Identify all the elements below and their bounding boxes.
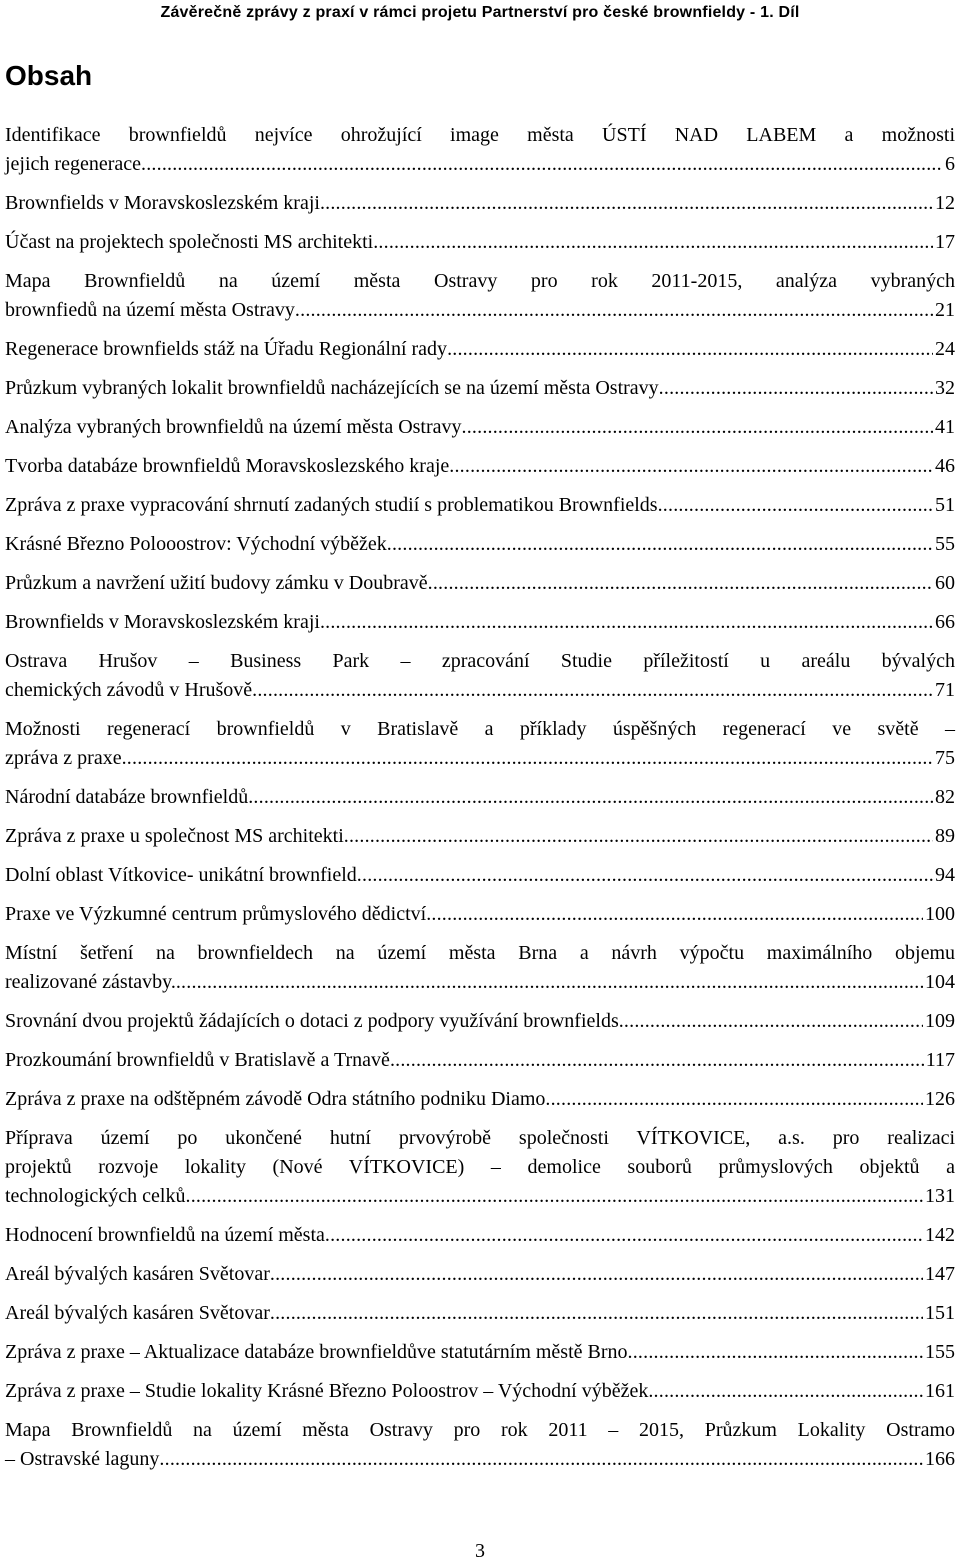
dot-leader [186, 1182, 924, 1211]
dot-leader [252, 676, 933, 705]
dot-leader [141, 150, 943, 179]
toc-entry-title: brownfiedů na území města Ostravy [5, 299, 295, 321]
toc-entry-page: 109 [925, 1010, 955, 1032]
toc-entry-leader-row [5, 1007, 955, 1036]
toc-entry[interactable] [5, 569, 955, 598]
toc-entry-leader-row [5, 1046, 955, 1075]
dot-leader [122, 744, 933, 773]
toc-entry-leader-row [5, 150, 955, 179]
dot-leader [325, 1221, 923, 1250]
toc-entry-title: Průzkum a navržení užití budovy zámku v Doubravě [5, 572, 428, 594]
toc-entry[interactable] [5, 374, 955, 403]
toc-entry-leader-row [5, 1182, 955, 1211]
toc-entry-page: 41 [935, 416, 955, 438]
toc-entry[interactable] [5, 335, 955, 364]
toc-entry[interactable] [5, 1085, 955, 1114]
toc-entry-leader-row [5, 861, 955, 890]
toc-entry-title: Krásné Březno Polooostrov: Východní výběžek [5, 533, 387, 555]
toc-entry-leader-row [5, 1338, 955, 1367]
toc-entry-line: Ostrava Hrušov – Business Park – zpracování Studie příležitostí u areálu bývalých [5, 650, 955, 672]
toc-entry[interactable] [5, 861, 955, 890]
toc-entry-page: 100 [925, 903, 955, 925]
dot-leader [320, 608, 933, 637]
toc-entry-title: Zpráva z praxe u společnost MS architekti [5, 825, 344, 847]
toc-entry-leader-row [5, 452, 955, 481]
toc-entry-page: 155 [925, 1341, 955, 1363]
toc-entry-title: Zpráva z praxe – Studie lokality Krásné Březno Poloostrov – Východní výběžek [5, 1380, 649, 1402]
dot-leader [449, 452, 933, 481]
toc-entry-title: Prozkoumání brownfieldů v Bratislavě a Trnavě [5, 1049, 390, 1071]
dot-leader [428, 569, 933, 598]
toc-entry-page: 82 [935, 786, 955, 808]
toc-entry-page: 104 [925, 971, 955, 993]
toc-entry-leader-row [5, 1299, 955, 1328]
toc-entry-page: 89 [935, 825, 955, 847]
toc-entry-leader-row [5, 676, 955, 705]
toc-entry-page: 46 [935, 455, 955, 477]
toc-entry-page: 161 [925, 1380, 955, 1402]
toc-entry-page: 94 [935, 864, 955, 886]
toc-entry-leader-row [5, 968, 955, 997]
toc-entry-page: 21 [935, 299, 955, 321]
toc-entry-title: Hodnocení brownfieldů na území města [5, 1224, 325, 1246]
toc-entry[interactable] [5, 267, 955, 325]
dot-leader [320, 189, 933, 218]
toc-entry-title: Národní databáze brownfieldů [5, 786, 249, 808]
dot-leader [658, 491, 933, 520]
toc-entry-line: Mapa Brownfieldů na území města Ostravy pro rok 2011 – 2015, Průzkum Lokality Ostramo [5, 1419, 955, 1441]
toc-entry[interactable] [5, 900, 955, 929]
toc-entry-page: 147 [925, 1263, 955, 1285]
toc-entry-leader-row [5, 1260, 955, 1289]
toc-entry-page: 151 [925, 1302, 955, 1324]
toc-entry-title: Brownfields v Moravskoslezském kraji [5, 192, 320, 214]
toc-entry-title: Účast na projektech společnosti MS architekti [5, 231, 374, 253]
dot-leader [648, 1377, 923, 1406]
dot-leader [619, 1007, 923, 1036]
dot-leader [387, 530, 933, 559]
toc-entry-leader-row [5, 374, 955, 403]
dot-leader [176, 968, 923, 997]
toc-entry-title: Zpráva z praxe – Aktualizace databáze brownfieldůve statutárním městě Brno [5, 1341, 628, 1363]
toc-entry[interactable] [5, 783, 955, 812]
dot-leader [270, 1299, 923, 1328]
page-title: Obsah [5, 60, 93, 91]
dot-leader [659, 374, 933, 403]
toc-entry-title: Zpráva z praxe na odštěpném závodě Odra státního podniku Diamo [5, 1088, 546, 1110]
toc-entry-leader-row [5, 413, 955, 442]
dot-leader [295, 296, 933, 325]
table-of-contents [5, 121, 955, 1484]
toc-entry-leader-row [5, 569, 955, 598]
toc-entry[interactable] [5, 530, 955, 559]
toc-entry-leader-row [5, 1221, 955, 1250]
dot-leader [628, 1338, 923, 1367]
toc-entry-title: realizované zástavby. [5, 971, 176, 993]
toc-entry-leader-row [5, 783, 955, 812]
toc-entry-leader-row [5, 1445, 955, 1474]
toc-entry-page: 55 [935, 533, 955, 555]
toc-entry[interactable] [5, 1046, 955, 1075]
toc-entry[interactable] [5, 189, 955, 218]
toc-entry-title: Dolní oblast Vítkovice- unikátní brownfield [5, 864, 357, 886]
toc-entry-page: 24 [935, 338, 955, 360]
toc-entry[interactable] [5, 939, 955, 997]
toc-entry-title: Areál bývalých kasáren Světovar [5, 1263, 270, 1285]
toc-entry-leader-row [5, 228, 955, 257]
toc-entry-title: technologických celků [5, 1185, 186, 1207]
toc-entry-title: zpráva z praxe [5, 747, 122, 769]
toc-entry[interactable] [5, 413, 955, 442]
dot-leader [426, 900, 923, 929]
dot-leader [390, 1046, 924, 1075]
toc-entry-line: Identifikace brownfieldů nejvíce ohrožující image města ÚSTÍ NAD LABEM a možnosti [5, 124, 955, 146]
toc-entry-page: 75 [935, 747, 955, 769]
toc-entry[interactable] [5, 1260, 955, 1289]
toc-entry-page: 117 [925, 1049, 955, 1071]
toc-entry-line: projektů rozvoje lokality (Nové VÍTKOVICE) – demolice souborů průmyslových objektů a [5, 1156, 955, 1178]
toc-entry[interactable] [5, 715, 955, 773]
toc-entry-title: jejich regenerace [5, 153, 142, 175]
toc-entry[interactable] [5, 452, 955, 481]
toc-entry-title: Analýza vybraných brownfieldů na území města Ostravy [5, 416, 462, 438]
toc-entry-page: 71 [935, 679, 955, 701]
toc-entry-title: Zpráva z praxe vypracování shrnutí zadaných studií s problematikou Brownfields [5, 494, 658, 516]
toc-entry-line: Možnosti regenerací brownfieldů v Bratislavě a příklady úspěšných regenerací ve světě – [5, 718, 955, 740]
toc-entry-line: Příprava území po ukončené hutní prvovýrobě společnosti VÍTKOVICE, a.s. pro realizaci [5, 1127, 955, 1149]
toc-entry-leader-row [5, 822, 955, 851]
toc-entry-leader-row [5, 491, 955, 520]
toc-entry-title: Srovnání dvou projektů žádajících o dotaci z podpory využívání brownfields [5, 1010, 619, 1032]
toc-entry-leader-row [5, 900, 955, 929]
toc-entry[interactable] [5, 228, 955, 257]
toc-entry-page: 17 [935, 231, 955, 253]
toc-entry-title: Průzkum vybraných lokalit brownfieldů nacházejících se na území města Ostravy [5, 377, 659, 399]
dot-leader [357, 861, 933, 890]
toc-entry[interactable] [5, 1124, 955, 1211]
toc-entry[interactable] [5, 121, 955, 179]
toc-entry[interactable] [5, 1007, 955, 1036]
dot-leader [344, 822, 933, 851]
toc-entry-leader-row [5, 189, 955, 218]
toc-entry-page: 6 [945, 153, 955, 175]
toc-entry[interactable] [5, 608, 955, 637]
page-number: 3 [475, 1540, 485, 1562]
toc-entry-line: Mapa Brownfieldů na území města Ostravy pro rok 2011-2015, analýza vybraných [5, 270, 955, 292]
toc-entry-leader-row [5, 335, 955, 364]
running-header: Závěrečně zprávy z praxí v rámci projetu Partnerství pro české brownfieldy - 1. Díl [160, 4, 800, 21]
toc-entry-page: 131 [925, 1185, 955, 1207]
toc-entry[interactable] [5, 1377, 955, 1406]
toc-entry-page: 142 [925, 1224, 955, 1246]
dot-leader [462, 413, 933, 442]
toc-entry[interactable] [5, 1416, 955, 1474]
toc-entry[interactable] [5, 822, 955, 851]
dot-leader [159, 1445, 923, 1474]
toc-entry[interactable] [5, 491, 955, 520]
toc-entry-leader-row [5, 530, 955, 559]
toc-entry-page: 126 [925, 1088, 955, 1110]
dot-leader [447, 335, 933, 364]
toc-entry-leader-row [5, 296, 955, 325]
toc-entry-title: Areál bývalých kasáren Světovar [5, 1302, 270, 1324]
toc-entry-leader-row [5, 1085, 955, 1114]
toc-entry-page: 51 [935, 494, 955, 516]
toc-entry-title: Praxe ve Výzkumné centrum průmyslového dědictví [5, 903, 427, 925]
toc-entry[interactable] [5, 1299, 955, 1328]
toc-entry-page: 12 [935, 192, 955, 214]
toc-entry-page: 166 [925, 1448, 955, 1470]
toc-entry-page: 32 [935, 377, 955, 399]
toc-entry-leader-row [5, 744, 955, 773]
toc-entry-title: Brownfields v Moravskoslezském kraji [5, 611, 320, 633]
dot-leader [373, 228, 933, 257]
toc-entry-page: 60 [935, 572, 955, 594]
toc-entry-leader-row [5, 1377, 955, 1406]
toc-entry-leader-row [5, 608, 955, 637]
toc-entry-title: chemických závodů v Hrušově [5, 679, 253, 701]
toc-entry[interactable] [5, 647, 955, 705]
toc-entry-title: Tvorba databáze brownfieldů Moravskoslezského kraje [5, 455, 450, 477]
toc-entry[interactable] [5, 1338, 955, 1367]
toc-entry-title: Regenerace brownfields stáž na Úřadu Regionální rady [5, 338, 448, 360]
toc-entry-line: Místní šetření na brownfieldech na území města Brna a návrh výpočtu maximálního objemu [5, 942, 955, 964]
dot-leader [270, 1260, 923, 1289]
toc-entry-page: 66 [935, 611, 955, 633]
toc-entry[interactable] [5, 1221, 955, 1250]
dot-leader [248, 783, 933, 812]
dot-leader [545, 1085, 923, 1114]
toc-entry-title: – Ostravské laguny [5, 1448, 160, 1470]
